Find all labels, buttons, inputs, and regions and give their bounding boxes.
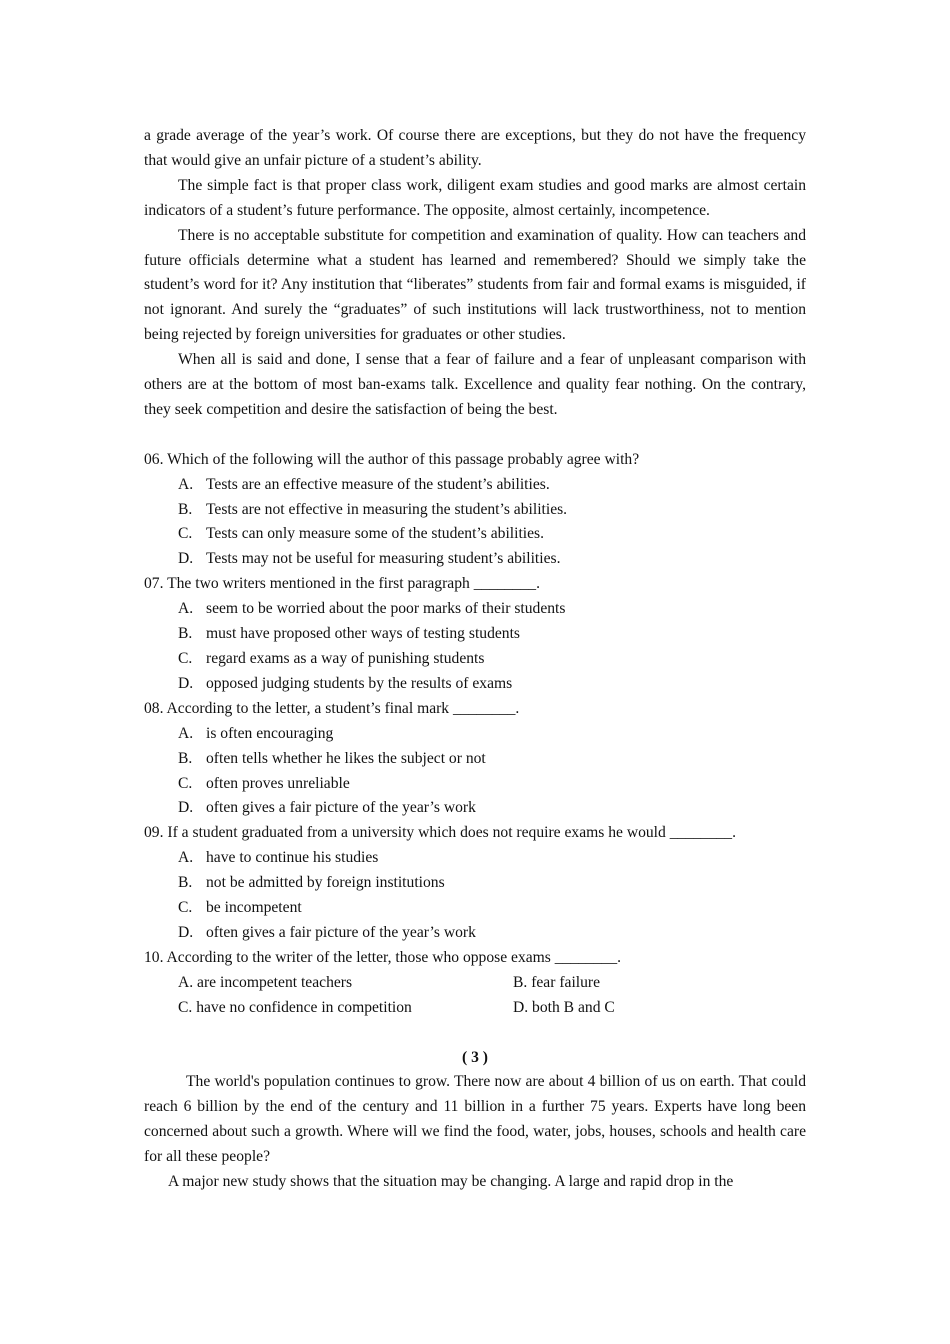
question-stem: 09. If a student graduated from a university which does not require exams he would ________. — [144, 824, 736, 842]
answer-option: A. are incompetent teachers — [178, 973, 353, 991]
option-text: is often encouraging — [206, 724, 334, 742]
answer-option — [178, 522, 806, 547]
question-stem: 07. The two writers mentioned in the first paragraph ________. — [144, 575, 540, 593]
option-text: seem to be worried about the poor marks of their students — [206, 600, 566, 618]
option-text: often gives a fair picture of the year’s work — [206, 923, 476, 941]
option-letter: D. — [178, 799, 194, 817]
option-text: Tests are an effective measure of the student’s abilities. — [206, 475, 550, 493]
option-letter: C. — [178, 774, 193, 792]
spacer — [144, 1021, 806, 1046]
option-letter: B. — [178, 874, 193, 892]
option-letter: A. — [178, 849, 194, 867]
answer-option — [178, 622, 806, 647]
option-letter: D. — [178, 550, 194, 568]
answer-option: C. have no confidence in competition — [178, 998, 412, 1016]
option-text: have to continue his studies — [206, 849, 379, 867]
answer-option — [178, 672, 806, 697]
option-letter: A. — [178, 724, 194, 742]
answer-option-row — [178, 996, 806, 1021]
answer-option — [178, 597, 806, 622]
passage-paragraph: A major new study shows that the situation may be changing. A large and rapid drop in the — [168, 1173, 734, 1191]
option-letter: C. — [178, 899, 193, 917]
spacer — [144, 423, 806, 448]
answer-option — [178, 647, 806, 672]
option-letter: B. — [178, 625, 193, 643]
passage-paragraph: There is no acceptable substitute for competition and examination of quality. How can teachers and future officials determine what a student has learned and remembered? Should we simply take the student’s word for it? Any institution that “liberates” students from fair and formal exams is misguided, if not ignorant. And surely the “graduates” of such institutions will lack trustworthiness, not to mention being rejected by foreign universities for graduates or other studies. — [144, 226, 806, 344]
option-text: often gives a fair picture of the year’s work — [206, 799, 476, 817]
answer-option — [178, 473, 806, 498]
option-letter: D. — [178, 923, 194, 941]
answer-option: D. both B and C — [513, 998, 615, 1016]
answer-option — [178, 796, 806, 821]
option-text: often tells whether he likes the subject or not — [206, 749, 486, 767]
option-letter: B. — [178, 749, 193, 767]
answer-option — [178, 498, 806, 523]
option-text: must have proposed other ways of testing students — [206, 625, 520, 643]
answer-option-row — [178, 971, 806, 996]
question-stem: 06. Which of the following will the author of this passage probably agree with? — [144, 450, 640, 468]
answer-option — [178, 846, 806, 871]
answer-option — [178, 547, 806, 572]
question-stem: 10. According to the writer of the letter, those who oppose exams ________. — [144, 948, 622, 966]
passage-paragraph: The world's population continues to grow. There now are about 4 billion of us on earth. That could reach 6 billion by the end of the century and 11 billion in a further 75 years. Experts have long been concerned about such a growth. Where will we find the food, water, jobs, houses, schools and health care for all these people? — [144, 1073, 806, 1166]
option-text: Tests are not effective in measuring the student’s abilities. — [206, 500, 568, 518]
option-text: Tests may not be useful for measuring student’s abilities. — [206, 550, 561, 568]
option-text: often proves unreliable — [206, 774, 350, 792]
passage-paragraph: a grade average of the year’s work. Of course there are exceptions, but they do not have the frequency that would give an unfair picture of a student’s ability. — [144, 127, 806, 169]
answer-option — [178, 747, 806, 772]
section-title: ( 3 ) — [462, 1048, 488, 1066]
option-text: be incompetent — [206, 899, 302, 917]
option-letter: A. — [178, 475, 194, 493]
question-stem: 08. According to the letter, a student’s final mark ________. — [144, 699, 520, 717]
answer-option — [178, 772, 806, 797]
option-text: opposed judging students by the results of exams — [206, 674, 513, 692]
passage-paragraph: When all is said and done, I sense that a fear of failure and a fear of unpleasant comparison with others are at the bottom of most ban-exams talk. Excellence and quality fear nothing. On the contrary, they seek competition and desire the satisfaction of being the best. — [144, 351, 806, 418]
answer-option: B. fear failure — [513, 973, 601, 991]
option-letter: D. — [178, 674, 194, 692]
option-letter: B. — [178, 500, 193, 518]
answer-option — [178, 921, 806, 946]
option-text: regard exams as a way of punishing students — [206, 650, 485, 668]
option-letter: C. — [178, 650, 193, 668]
answer-option — [178, 896, 806, 921]
option-text: not be admitted by foreign institutions — [206, 874, 445, 892]
option-letter: C. — [178, 525, 193, 543]
page-content — [144, 124, 806, 1195]
option-letter: A. — [178, 600, 194, 618]
answer-option — [178, 871, 806, 896]
answer-option — [178, 722, 806, 747]
option-text: Tests can only measure some of the student’s abilities. — [206, 525, 544, 543]
passage-paragraph: The simple fact is that proper class work, diligent exam studies and good marks are almost certain indicators of a student’s future performance. The opposite, almost certainly, incompetence. — [144, 176, 806, 219]
